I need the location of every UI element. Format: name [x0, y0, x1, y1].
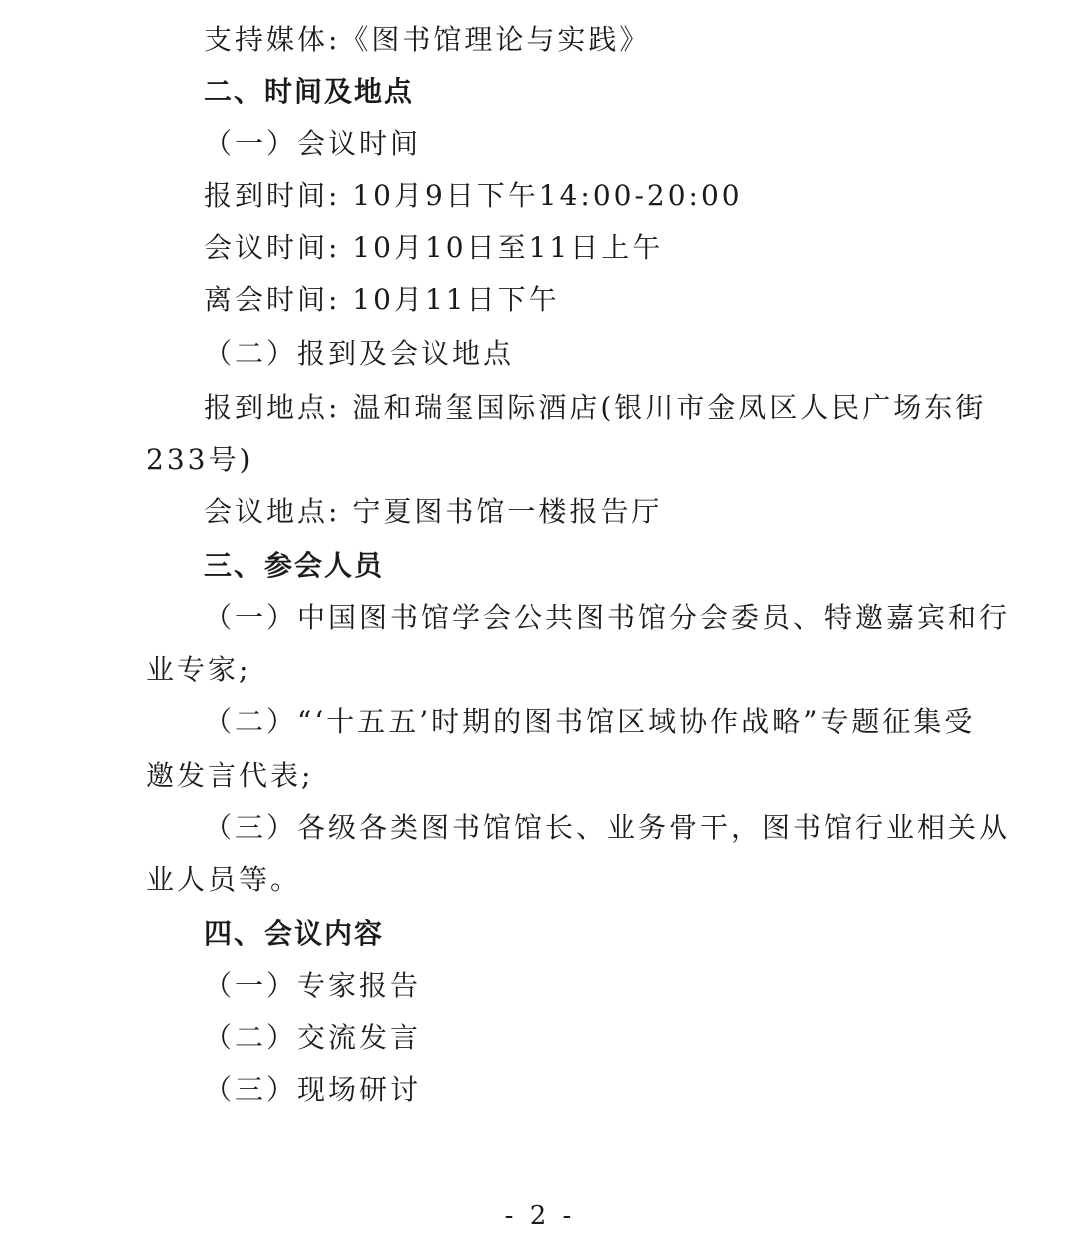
registration-time-line: 报到时间: 10月9日下午14:00-20:00: [204, 179, 743, 212]
section-heading-time-location: 二、时间及地点: [204, 75, 415, 108]
page-number: - 2 -: [504, 1201, 576, 1231]
attendees-item-1-cont: 业专家;: [146, 653, 252, 686]
attendees-item-3-cont: 业人员等。: [146, 863, 302, 896]
section-heading-content: 四、会议内容: [204, 917, 385, 950]
meeting-venue-line: 会议地点: 宁夏图书馆一楼报告厅: [204, 495, 663, 528]
attendees-item-3: （三）各级各类图书馆馆长、业务骨干，图书馆行业相关从: [204, 811, 1011, 844]
attendees-item-2-cont: 邀发言代表;: [146, 759, 314, 792]
content-item-1: （一）专家报告: [204, 969, 422, 1002]
content-item-3: （三）现场研讨: [204, 1073, 422, 1106]
registration-venue-line-cont: 233号): [146, 443, 254, 476]
content-item-2: （二）交流发言: [204, 1021, 422, 1054]
departure-time-line: 离会时间: 10月11日下午: [204, 283, 560, 316]
section-heading-attendees: 三、参会人员: [204, 549, 385, 582]
attendees-item-2: （二）“‘十五五’时期的图书馆区域协作战略”专题征集受: [204, 705, 976, 738]
subheading-registration-venue: （二）报到及会议地点: [204, 337, 515, 370]
attendees-item-1: （一）中国图书馆学会公共图书馆分会委员、特邀嘉宾和行: [204, 601, 1011, 634]
registration-venue-line: 报到地点: 温和瑞玺国际酒店(银川市金凤区人民广场东街: [204, 391, 987, 424]
supporting-media-line: 支持媒体:《图书馆理论与实践》: [204, 23, 651, 56]
subheading-meeting-time: （一）会议时间: [204, 127, 422, 160]
meeting-time-line: 会议时间: 10月10日至11日上午: [204, 231, 664, 264]
